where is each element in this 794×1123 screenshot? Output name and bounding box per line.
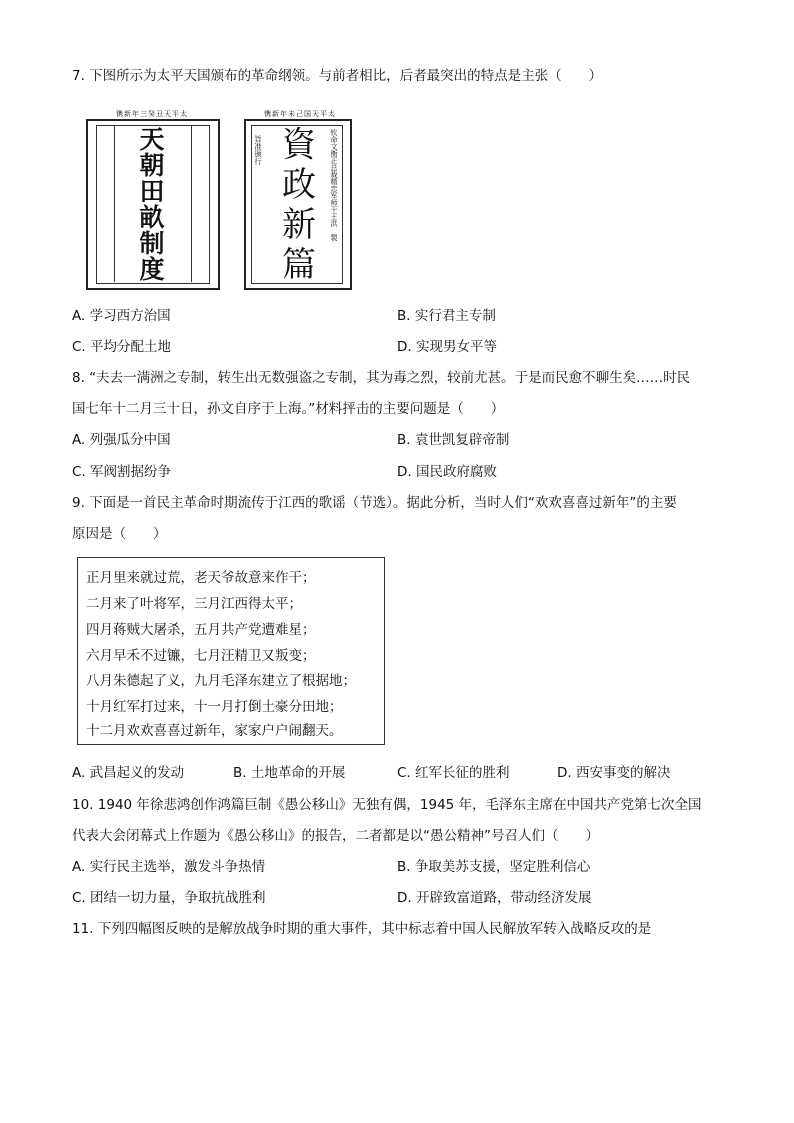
- poem-line: 二月来了叶将军，三月江西得太平；: [86, 596, 302, 612]
- q11-stem: 11. 下列四幅图反映的是解放战争时期的重大事件，其中标志着中国人民解放军转入战略反攻的是: [72, 921, 652, 937]
- q7-option-a[interactable]: A. 学习西方治国: [72, 308, 171, 324]
- q9-option-c[interactable]: C. 红军长征的胜利: [397, 765, 510, 781]
- q10-stem-line2: 代表大会闭幕式上作题为《愚公移山》的报告，二者都是以“愚公精神”号召人们（ ）: [72, 828, 599, 844]
- q7-option-d[interactable]: D. 实现男女平等: [397, 339, 497, 355]
- title-char: 制: [139, 229, 165, 258]
- q7-image2-side-left: 旨准颁行: [253, 135, 263, 165]
- q7-image2-caption: 镌新年未己国天平太: [264, 110, 336, 118]
- q8-option-a[interactable]: A. 列强瓜分中国: [72, 432, 171, 448]
- q9-option-b[interactable]: B. 土地革命的开展: [233, 765, 346, 781]
- title-char: 新: [282, 205, 316, 245]
- q9-stem-line1: 9. 下面是一首民主革命时期流传于江西的歌谣（节选）。据此分析，当时人们“欢欢喜喜过新年”的主要: [72, 495, 677, 511]
- q7-image2-title: [275, 125, 323, 285]
- q7-image1-frame: [86, 119, 220, 290]
- q10-option-c[interactable]: C. 团结一切力量，争取抗战胜利: [72, 890, 266, 906]
- q8-stem-line1: 8. “夫去一满洲之专制，转生出无数强盗之专制，其为毒之烈，较前尤甚。于是而民愈不聊生矣……时民: [72, 370, 691, 386]
- q7-stem: 7. 下图所示为太平天国颁布的革命纲领。与前者相比，后者最突出的特点是主张（ ）: [72, 68, 603, 84]
- poem-line: 四月蒋贼大屠杀，五月共产党遭难星；: [86, 622, 316, 638]
- q7-image1-title: [128, 127, 176, 283]
- poem-line: 六月早禾不过镰，七月汪精卫又叛变；: [86, 648, 316, 664]
- q8-option-c[interactable]: C. 军阀割据纷争: [72, 464, 172, 480]
- title-char: 政: [282, 165, 316, 205]
- q9-option-d[interactable]: D. 西安事变的解决: [557, 765, 671, 781]
- q7-option-c[interactable]: C. 平均分配土地: [72, 339, 172, 355]
- q8-stem-line2: 国七年十二月三十日，孙文自序于上海。”材料抨击的主要问题是（ ）: [72, 401, 505, 417]
- q10-stem-line1: 10. 1940 年徐悲鸿创作鸿篇巨制《愚公移山》无独有偶，1945 年，毛泽东主席在中国共产党第七次全国: [72, 797, 702, 813]
- q7-image1-caption: 镌新年三癸丑天平太: [116, 110, 188, 118]
- poem-line: 八月朱德起了义，九月毛泽东建立了根据地；: [86, 673, 356, 689]
- q8-option-b[interactable]: B. 袁世凯复辟帝制: [397, 432, 510, 448]
- q7-image2-side-right: 钦命文衡正总裁精忠军师干王洪 製: [330, 129, 338, 241]
- title-char: 田: [139, 177, 165, 206]
- title-char: 天: [139, 125, 165, 154]
- q10-option-b[interactable]: B. 争取美苏支援，坚定胜利信心: [397, 859, 591, 875]
- title-char: 畝: [139, 203, 165, 232]
- q9-option-a[interactable]: A. 武昌起义的发动: [72, 765, 185, 781]
- title-char: 度: [139, 255, 165, 284]
- q8-option-d[interactable]: D. 国民政府腐败: [397, 464, 497, 480]
- q7-option-b[interactable]: B. 实行君主专制: [397, 308, 496, 324]
- title-char: 篇: [282, 245, 316, 285]
- title-char: 朝: [139, 151, 165, 180]
- q9-poem-box: [77, 557, 385, 745]
- poem-line: 正月里来就过荒，老天爷故意来作干；: [86, 570, 316, 586]
- poem-line: 十月红军打过来，十一月打倒土豪分田地；: [86, 699, 343, 715]
- q10-option-d[interactable]: D. 开辟致富道路，带动经济发展: [397, 890, 592, 906]
- q9-stem-line2: 原因是（ ）: [72, 526, 167, 542]
- poem-line: 十二月欢欢喜喜过新年，家家户户闹翻天。: [86, 723, 343, 739]
- q7-image2-frame: [244, 119, 352, 290]
- q10-option-a[interactable]: A. 实行民主选举，激发斗争热情: [72, 859, 266, 875]
- title-char: 資: [282, 125, 316, 165]
